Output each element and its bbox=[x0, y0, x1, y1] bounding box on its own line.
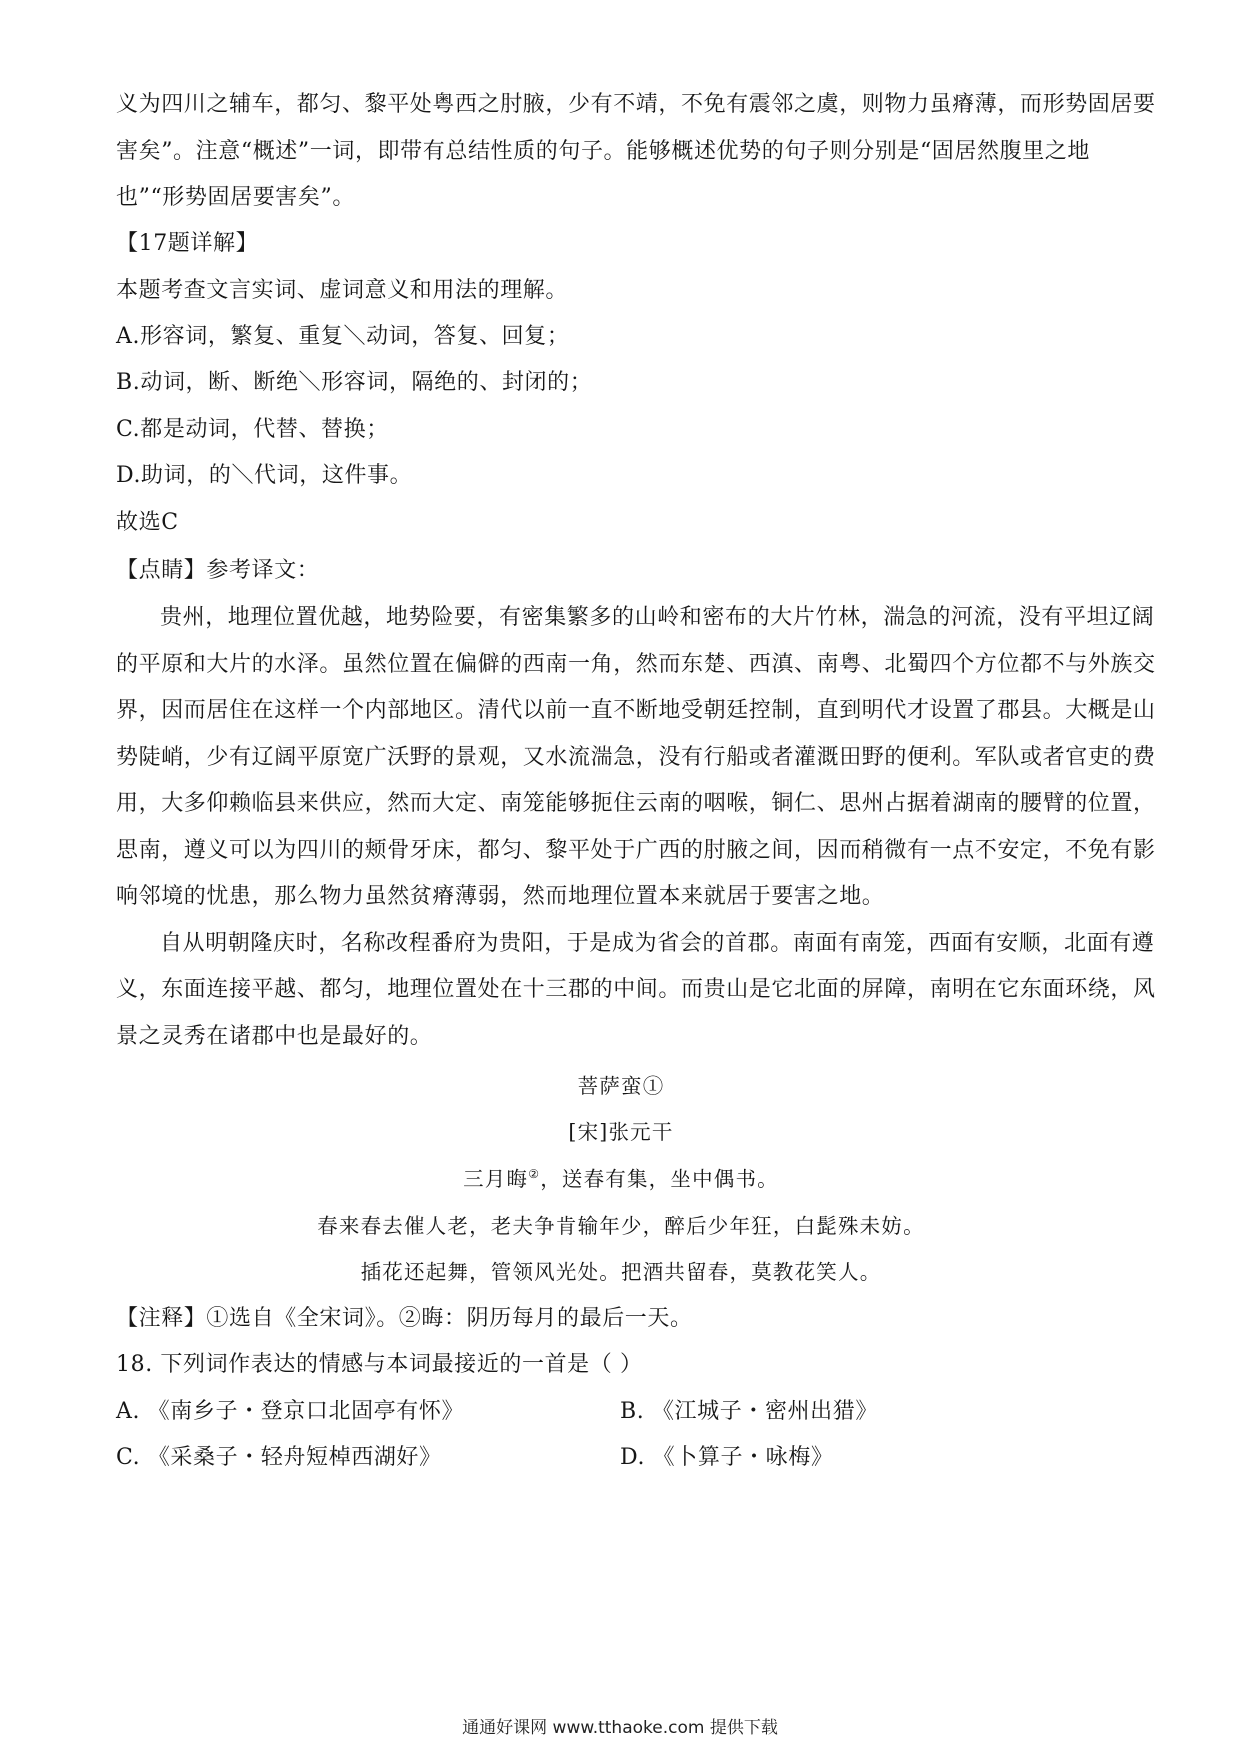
poem-title: 菩萨蛮① bbox=[577, 1074, 665, 1098]
poem-preface bbox=[116, 1164, 1126, 1194]
poem-preface-footnote-mark: ② bbox=[528, 1167, 541, 1181]
poem-line-2: 插花还起舞，管领风光处。把酒共留春，莫教花笑人。 bbox=[360, 1260, 882, 1284]
poem-line-1: 春来春去催人老，老夫争肯输年少，醉后少年狂，白髭殊未妨。 bbox=[317, 1214, 925, 1238]
translation-para1-line: 势陡峭，少有辽阔平原宽广沃野的景观，又水流湍急，没有行船或者灌溉田野的便利。军队或者官吏的费 bbox=[116, 745, 1156, 770]
q17-option-a: A.形容词，繁复、重复＼动词，答复、回复； bbox=[116, 324, 570, 349]
q18-option-c: C. 《采桑子・轻舟短棹西湖好》 bbox=[116, 1445, 442, 1470]
analysis-line-3: 也”“形势固居要害矣”。 bbox=[116, 185, 355, 210]
analysis-line-1: 义为四川之辅车，都匀、黎平处粤西之肘腋，少有不靖，不免有震邻之虞，则物力虽瘠薄，而形势固居要 bbox=[116, 92, 1156, 117]
q17-option-b: B.动词，断、断绝＼形容词，隔绝的、封闭的； bbox=[116, 370, 593, 395]
q17-heading: 【17题详解】 bbox=[116, 231, 259, 256]
translation-para2-line: 景之灵秀在诸郡中也是最好的。 bbox=[116, 1024, 433, 1049]
translation-para2-line: 义，东面连接平越、都匀，地理位置处在十三郡的中间。而贵山是它北面的屏障，南明在它东面环绕，风 bbox=[116, 977, 1156, 1002]
q17-option-d: D.助词，的＼代词，这件事。 bbox=[116, 463, 413, 488]
q18-option-a: A. 《南乡子・登京口北固亭有怀》 bbox=[116, 1399, 465, 1424]
translation-para1-line: 的平原和大片的水泽。虽然位置在偏僻的西南一角，然而东楚、西滇、南粤、北蜀四个方位都不与外族交 bbox=[116, 652, 1156, 677]
q17-answer: 故选C bbox=[116, 510, 179, 535]
translation-para2-line: 自从明朝隆庆时，名称改程番府为贵阳，于是成为省会的首郡。南面有南笼，西面有安顺，北面有遵 bbox=[160, 931, 1155, 956]
translation-para1-line: 思南，遵义可以为四川的颊骨牙床，都匀、黎平处于广西的肘腋之间，因而稍微有一点不安定，不免有影 bbox=[116, 838, 1156, 863]
translation-para1-line: 界，因而居住在这样一个内部地区。清代以前一直不断地受朝廷控制，直到明代才设置了郡县。大概是山 bbox=[116, 698, 1156, 723]
q17-option-c: C.都是动词，代替、替换； bbox=[116, 417, 389, 442]
poem-note: 【注释】①选自《全宋词》。②晦：阴历每月的最后一天。 bbox=[116, 1306, 693, 1331]
translation-heading: 【点睛】参考译文： bbox=[116, 558, 320, 583]
poem-author: [宋]张元干 bbox=[568, 1120, 674, 1144]
footer-source: 通通好课网 www.tthaoke.com 提供下载 bbox=[462, 1718, 778, 1738]
poem-preface-rest: ，送春有集，坐中偶书。 bbox=[540, 1167, 779, 1191]
q18-option-d: D. 《卜算子・咏梅》 bbox=[620, 1445, 834, 1470]
analysis-line-2: 害矣”。注意“概述”一词，即带有总结性质的句子。能够概述优势的句子则分别是“固居然腹里之地 bbox=[116, 139, 1090, 164]
q18-option-b: B. 《江城子・密州出猎》 bbox=[620, 1399, 878, 1424]
translation-para1-line: 响邻境的忧患，那么物力虽然贫瘠薄弱，然而地理位置本来就居于要害之地。 bbox=[116, 884, 885, 909]
poem-preface-text: 三月晦 bbox=[463, 1167, 529, 1191]
translation-para1-line: 贵州，地理位置优越，地势险要，有密集繁多的山岭和密布的大片竹林，湍急的河流，没有平坦辽阔 bbox=[160, 605, 1155, 630]
q17-intro: 本题考查文言实词、虚词意义和用法的理解。 bbox=[116, 278, 569, 303]
q18-stem: 18. 下列词作表达的情感与本词最接近的一首是（ ） bbox=[116, 1352, 643, 1377]
translation-para1-line: 用，大多仰赖临县来供应，然而大定、南笼能够扼住云南的咽喉，铜仁、思州占据着湖南的腰臂的位置， bbox=[116, 791, 1156, 816]
